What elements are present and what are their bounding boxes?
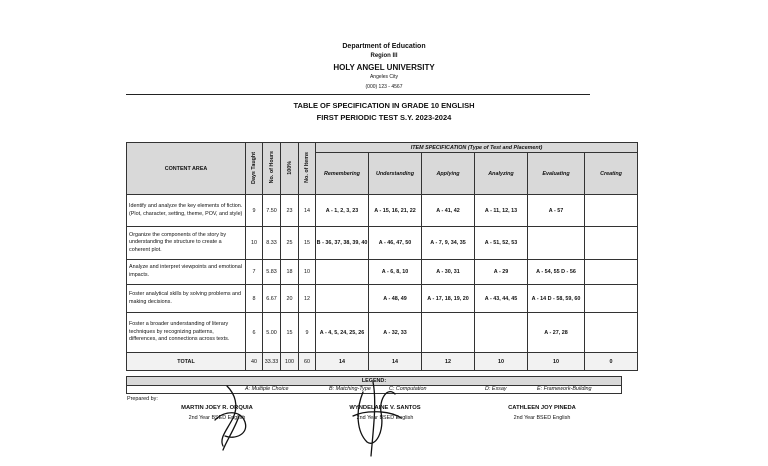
- items-cell: 9: [299, 313, 316, 353]
- days-cell: 6: [246, 313, 263, 353]
- content-area-header: CONTENT AREA: [127, 143, 246, 195]
- table-row: [127, 195, 638, 227]
- analyzing-cell: A - 29: [475, 260, 528, 285]
- content-cell: Identify and analyze the key elements of fiction. (Plot, character, setting, theme, POV, and style): [127, 195, 246, 227]
- school-city: Angeles City: [369, 74, 399, 80]
- items-cell: 14: [299, 195, 316, 227]
- hours-cell: 8.33: [263, 227, 281, 260]
- prepared-by-label: Prepared by:: [127, 396, 158, 402]
- hours-cell: 5.83: [263, 260, 281, 285]
- legend-item: B: Matching-Type: [329, 386, 371, 392]
- table-row: [127, 260, 638, 285]
- remembering-cell: B - 36, 37, 38, 39, 40: [316, 227, 369, 260]
- remembering-cell: [316, 260, 369, 285]
- table-row: [127, 313, 638, 353]
- understanding-cell: A - 46, 47, 50: [369, 227, 422, 260]
- analyzing-cell: [475, 313, 528, 353]
- percent-cell: 25: [281, 227, 299, 260]
- table-row: [127, 227, 638, 260]
- signatory-name: CATHLEEN JOY PINEDA: [508, 405, 576, 411]
- total-days: 40: [246, 353, 263, 371]
- percent-cell: 20: [281, 285, 299, 313]
- total-evaluating: 10: [528, 353, 585, 371]
- percent-cell: 18: [281, 260, 299, 285]
- evaluating-cell: [528, 227, 585, 260]
- legend-item: C: Computation: [389, 386, 427, 392]
- understanding-cell: A - 48, 49: [369, 285, 422, 313]
- handwritten-signature: [345, 372, 405, 462]
- creating-cell: [585, 285, 638, 313]
- creating-header: Creating: [585, 153, 638, 195]
- legend-item: A: Multiple Choice: [245, 386, 289, 392]
- items-header: No. of Items: [304, 152, 310, 183]
- total-items: 60: [299, 353, 316, 371]
- specification-table: [126, 142, 638, 371]
- signatory-role: 2nd Year BSED English: [356, 415, 414, 421]
- remembering-cell: A - 4, 5, 24, 25, 26: [316, 313, 369, 353]
- applying-cell: A - 7, 9, 34, 35: [422, 227, 475, 260]
- table-row: [127, 285, 638, 313]
- total-applying: 12: [422, 353, 475, 371]
- signatory-role: 2nd Year BSED English: [513, 415, 571, 421]
- percent-cell: 15: [281, 313, 299, 353]
- hours-header: No. of Hours: [268, 151, 275, 184]
- hours-cell: 5.00: [263, 313, 281, 353]
- content-cell: Foster analytical skills by solving problems and making decisions.: [127, 285, 246, 313]
- document-subtitle: FIRST PERIODIC TEST S.Y. 2023-2024: [316, 113, 452, 122]
- applying-cell: [422, 313, 475, 353]
- applying-cell: A - 41, 42: [422, 195, 475, 227]
- department-name: Department of Education: [342, 43, 426, 50]
- document-title: TABLE OF SPECIFICATION IN GRADE 10 ENGLISH: [293, 101, 475, 110]
- days-cell: 8: [246, 285, 263, 313]
- analyzing-cell: A - 43, 44, 45: [475, 285, 528, 313]
- total-understanding: 14: [369, 353, 422, 371]
- content-cell: Analyze and interpret viewpoints and emotional impacts.: [127, 260, 246, 285]
- days-cell: 7: [246, 260, 263, 285]
- evaluating-cell: A - 54, 55 D - 56: [528, 260, 585, 285]
- handwritten-signature: [205, 380, 255, 460]
- signatory-name: MARTIN JOEY R. ORQUIA: [181, 405, 253, 411]
- analyzing-cell: A - 11, 12, 13: [475, 195, 528, 227]
- legend-title: LEGEND:: [126, 376, 622, 386]
- creating-cell: [585, 260, 638, 285]
- evaluating-header: Evaluating: [528, 153, 585, 195]
- percent-header: 100%: [286, 160, 293, 175]
- applying-header: Applying: [422, 153, 475, 195]
- items-cell: 15: [299, 227, 316, 260]
- days-cell: 10: [246, 227, 263, 260]
- school-name: HOLY ANGEL UNIVERSITY: [333, 63, 435, 72]
- total-row: [127, 353, 638, 371]
- total-remembering: 14: [316, 353, 369, 371]
- region-name: Region III: [370, 53, 398, 59]
- creating-cell: [585, 195, 638, 227]
- understanding-header: Understanding: [369, 153, 422, 195]
- total-label: TOTAL: [127, 353, 246, 371]
- signatory: [482, 405, 602, 421]
- creating-cell: [585, 227, 638, 260]
- items-cell: 12: [299, 285, 316, 313]
- signatory-name: WYNDELAINE V. SANTOS: [349, 405, 421, 411]
- understanding-cell: A - 32, 33: [369, 313, 422, 353]
- content-cell: Foster a broader understanding of literary techniques by recognizing patterns, differences, and connections across texts.: [127, 313, 246, 353]
- applying-cell: A - 30, 31: [422, 260, 475, 285]
- evaluating-cell: A - 57: [528, 195, 585, 227]
- creating-cell: [585, 313, 638, 353]
- school-phone: (000) 123 - 4567: [365, 84, 403, 90]
- legend-item: D: Essay: [485, 386, 507, 392]
- total-hours: 33.33: [263, 353, 281, 371]
- applying-cell: A - 17, 18, 19, 20: [422, 285, 475, 313]
- header-divider: [126, 94, 590, 95]
- legend-item: E: Framework-Building: [537, 386, 592, 392]
- understanding-cell: A - 6, 8, 10: [369, 260, 422, 285]
- days-cell: 9: [246, 195, 263, 227]
- remembering-cell: A - 1, 2, 3, 23: [316, 195, 369, 227]
- items-cell: 10: [299, 260, 316, 285]
- evaluating-cell: A - 14 D - 58, 59, 60: [528, 285, 585, 313]
- analyzing-header: Analyzing: [475, 153, 528, 195]
- remembering-cell: [316, 285, 369, 313]
- total-percent: 100: [281, 353, 299, 371]
- analyzing-cell: A - 51, 52, 53: [475, 227, 528, 260]
- percent-cell: 23: [281, 195, 299, 227]
- total-analyzing: 10: [475, 353, 528, 371]
- hours-cell: 6.67: [263, 285, 281, 313]
- understanding-cell: A - 15, 16, 21, 22: [369, 195, 422, 227]
- days-taught-header: Days Taught: [251, 151, 257, 184]
- item-spec-header: ITEM SPECIFICATION (Type of Test and Placement): [316, 143, 638, 153]
- remembering-header: Remembering: [316, 153, 369, 195]
- content-cell: Organize the components of the story by understanding the structure to create a coherent plot.: [127, 227, 246, 260]
- signatory-role: 2nd Year BSED English: [188, 415, 246, 421]
- hours-cell: 7.50: [263, 195, 281, 227]
- total-creating: 0: [585, 353, 638, 371]
- evaluating-cell: A - 27, 28: [528, 313, 585, 353]
